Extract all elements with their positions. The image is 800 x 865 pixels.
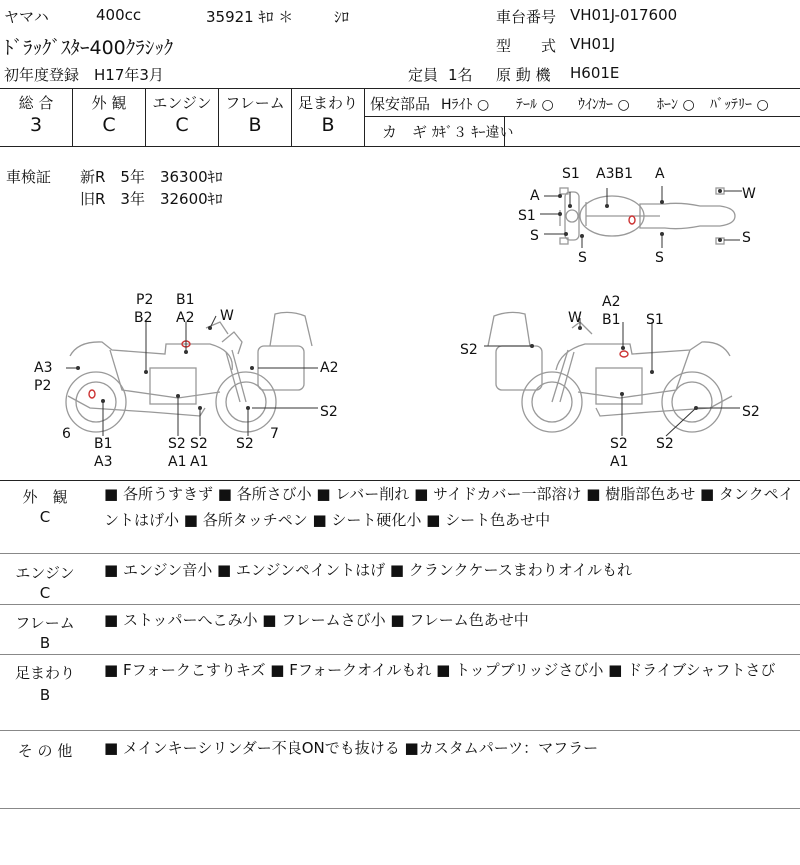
grade-value-suspension: B bbox=[321, 114, 335, 136]
diag-left-a2r: A2 bbox=[320, 360, 339, 376]
engine-value: H601E bbox=[570, 64, 620, 82]
diag-right-s2b: S2 bbox=[610, 436, 628, 452]
displacement: 400cc bbox=[96, 6, 142, 24]
diag-top-a: A bbox=[655, 166, 665, 182]
grade-label-frame: フレーム bbox=[225, 94, 285, 112]
right-side-motorcycle bbox=[488, 312, 732, 432]
diag-left-a1-2: A1 bbox=[190, 454, 209, 470]
diag-right-a2: A2 bbox=[602, 294, 621, 310]
type-label: 型 式 bbox=[496, 37, 557, 55]
diag-left-s2-2: S2 bbox=[190, 436, 208, 452]
top-view-motorcycle bbox=[560, 188, 735, 244]
remark-grade-frame: B bbox=[39, 634, 51, 652]
diag-left-a3b: A3 bbox=[94, 454, 113, 470]
diag-top-s-right: S bbox=[742, 230, 751, 246]
diag-left-b2: B2 bbox=[134, 310, 153, 326]
remark-grade-suspension: B bbox=[39, 686, 51, 704]
remark-text-suspension: ■ Fフォークこすりキズ ■ Fフォークオイルもれ ■ トップブリッジさび小 ■ ドライブシャフトさび bbox=[104, 661, 776, 679]
diag-left-s2r: S2 bbox=[320, 404, 338, 420]
diag-right-s1: S1 bbox=[646, 312, 664, 328]
remark-label-exterior: 外 観 bbox=[22, 488, 68, 506]
type-value: VH01J bbox=[570, 35, 616, 53]
safety-item-headlight: Hﾗｲﾄ ○ bbox=[441, 97, 490, 113]
remark-text-other: ■ メインキーシリンダー不良ONでも抜ける ■カスタムパーツ：マフラー bbox=[104, 739, 599, 757]
remark-label-other: そ の 他 bbox=[17, 742, 73, 760]
diag-top-a-left: A bbox=[530, 188, 540, 204]
safety-item-horn: ﾎｰﾝ ○ bbox=[657, 97, 695, 113]
diag-left-b1b: B1 bbox=[94, 436, 113, 452]
diag-left-a2: A2 bbox=[176, 310, 195, 326]
grade-value-frame: B bbox=[248, 114, 262, 136]
damage-diagrams bbox=[0, 146, 800, 480]
diag-top-a3b1: A3B1 bbox=[596, 166, 633, 182]
diag-top-s1-left: S1 bbox=[518, 208, 536, 224]
diag-right-s2l: S2 bbox=[460, 342, 478, 358]
model-name: ﾄﾞﾗｯｸﾞｽﾀｰ400ｸﾗｼｯｸ bbox=[4, 37, 174, 59]
frame-no-value: VH01J-017600 bbox=[570, 6, 678, 24]
safety-item-tail: ﾃｰﾙ ○ bbox=[516, 97, 554, 113]
remark-label-engine: エンジン bbox=[15, 564, 75, 582]
safety-item-battery: ﾊﾞｯﾃﾘｰ ○ bbox=[710, 97, 769, 113]
safety-item-winker: ｳｲﾝｶｰ ○ bbox=[578, 97, 630, 113]
capacity-value: 1名 bbox=[448, 66, 473, 84]
diag-left-p2b: P2 bbox=[34, 378, 52, 394]
remark-label-suspension: 足まわり bbox=[14, 664, 75, 682]
remark-label-frame: フレーム bbox=[15, 614, 75, 632]
grade-label-exterior: 外 観 bbox=[91, 94, 127, 112]
grade-label-suspension: 足まわり bbox=[297, 94, 358, 112]
diag-top-s-left: S bbox=[530, 228, 539, 244]
maker: ヤマハ bbox=[4, 8, 49, 26]
grade-label-engine: エンジン bbox=[152, 94, 212, 112]
body-color: ｼﾛ bbox=[334, 8, 350, 26]
diag-left-w: W bbox=[220, 308, 234, 324]
diag-left-a3: A3 bbox=[34, 360, 53, 376]
diag-right-s2r: S2 bbox=[742, 404, 760, 420]
diag-top-s-bottom2: S bbox=[655, 250, 664, 266]
grade-value-engine: C bbox=[175, 114, 189, 136]
mileage: 35921 ｷﾛ ＊ bbox=[206, 8, 294, 26]
remark-grade-engine: C bbox=[39, 584, 51, 602]
grade-label-overall: 総 合 bbox=[18, 94, 54, 112]
frame-no-label: 車台番号 bbox=[496, 8, 557, 26]
diag-top-s1: S1 bbox=[562, 166, 580, 182]
inspection-label: 車検証 bbox=[6, 168, 52, 186]
diag-left-b1: B1 bbox=[176, 292, 195, 308]
first-reg-label: 初年度登録 bbox=[4, 66, 80, 84]
diag-right-s2c: S2 bbox=[656, 436, 674, 452]
grade-value-overall: 3 bbox=[29, 114, 43, 136]
key-label: カ ギ bbox=[382, 123, 428, 141]
remark-text-frame: ■ ストッパーへこみ小 ■ フレームさび小 ■ フレーム色あせ中 bbox=[104, 611, 529, 629]
diag-right-w: W bbox=[568, 310, 582, 326]
diag-left-s2-1: S2 bbox=[168, 436, 186, 452]
diag-left-7: 7 bbox=[270, 426, 279, 442]
diag-left-s2c: S2 bbox=[236, 436, 254, 452]
diag-left-6: 6 bbox=[62, 426, 71, 442]
diag-left-a1-1: A1 bbox=[168, 454, 187, 470]
safety-label: 保安部品 bbox=[370, 95, 431, 113]
diag-right-b1: B1 bbox=[602, 312, 621, 328]
remark-text-engine: ■ エンジン音小 ■ エンジンペイントはげ ■ クランクケースまわりオイルもれ bbox=[104, 561, 633, 579]
diag-top-s-bottom1: S bbox=[578, 250, 587, 266]
diag-top-w: W bbox=[742, 186, 756, 202]
remark-grade-exterior: C bbox=[39, 508, 51, 526]
first-reg-value: H17年3月 bbox=[94, 66, 164, 84]
remark-text-exterior: ■ 各所うすきず ■ 各所さび小 ■ レバー削れ ■ サイドカバー一部溶け ■ 樹脂部色あせ ■ タンクペイントはげ小 ■ 各所タッチペン ■ シート硬化小 ■ シート色あせ中 bbox=[104, 485, 794, 529]
capacity-label: 定員 bbox=[408, 66, 439, 84]
diag-left-p2: P2 bbox=[136, 292, 154, 308]
diag-right-a1: A1 bbox=[610, 454, 629, 470]
inspection-old: 旧R 3年 32600ｷﾛ bbox=[80, 190, 223, 208]
engine-label: 原 動 機 bbox=[496, 66, 551, 84]
key-value: ｶｷﾞ３ ｷｰ違い bbox=[432, 125, 514, 141]
inspection-new: 新R 5年 36300ｷﾛ bbox=[80, 168, 223, 186]
grade-value-exterior: C bbox=[102, 114, 116, 136]
